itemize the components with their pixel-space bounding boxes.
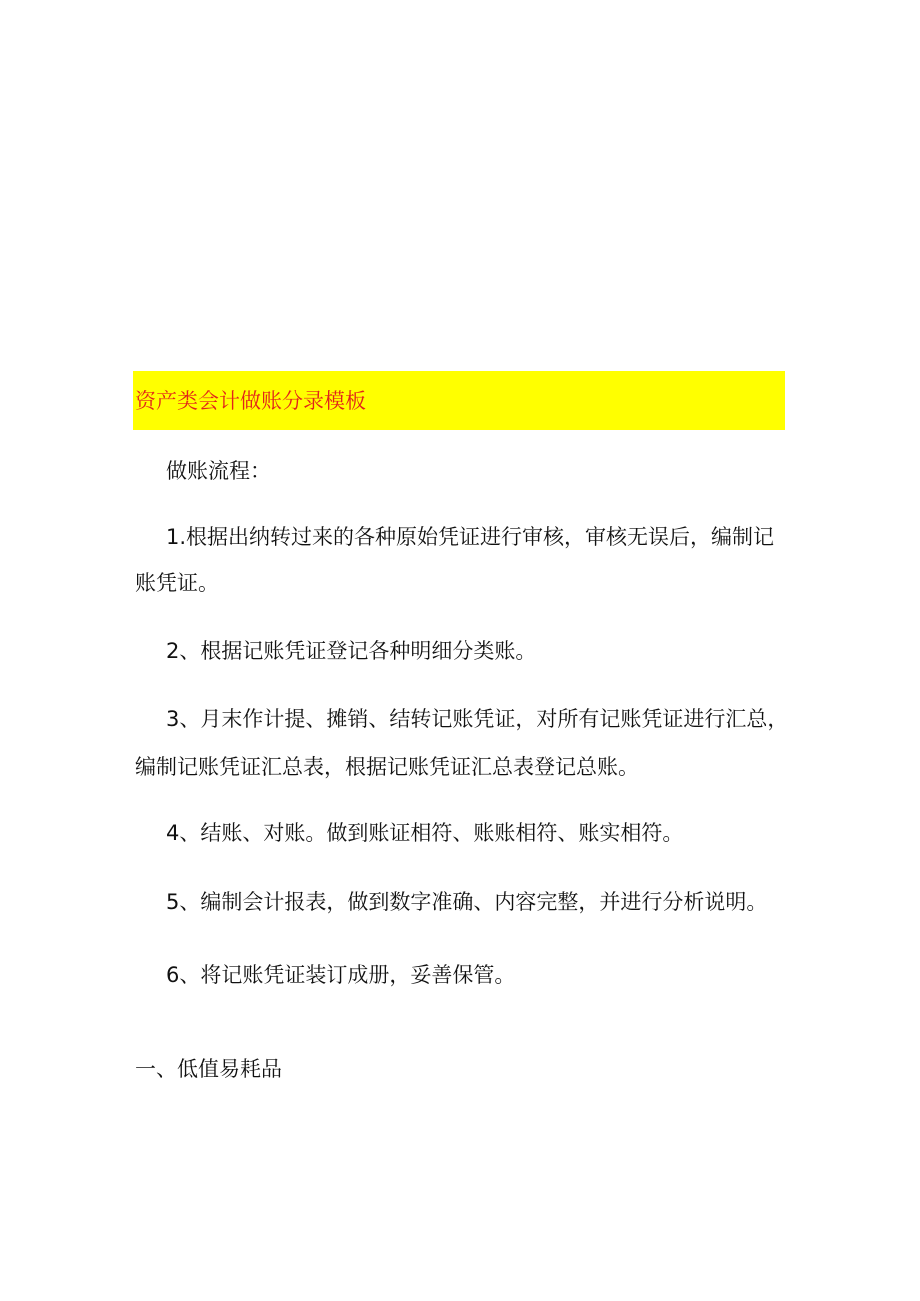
step-3-line-2: 编制记账凭证汇总表，根据记账凭证汇总表登记总账。 (135, 755, 639, 779)
process-heading: 做账流程： (166, 459, 271, 483)
step-2: 2、根据记账凭证登记各种明细分类账。 (166, 639, 537, 663)
title-highlight (133, 371, 785, 430)
step-6: 6、将记账凭证装订成册，妥善保管。 (166, 963, 516, 987)
step-1-line-2: 账凭证。 (135, 571, 219, 595)
step-3-line-1: 3、月末作计提、摊销、结转记账凭证，对所有记账凭证进行汇总， (166, 707, 789, 731)
document-title: 资产类会计做账分录模板 (135, 389, 366, 413)
section-heading: 一、低值易耗品 (135, 1057, 282, 1081)
step-4: 4、结账、对账。做到账证相符、账账相符、账实相符。 (166, 821, 684, 845)
step-5: 5、编制会计报表，做到数字准确、内容完整，并进行分析说明。 (166, 890, 768, 914)
step-1-line-1: 1.根据出纳转过来的各种原始凭证进行审核，审核无误后，编制记 (166, 525, 775, 549)
